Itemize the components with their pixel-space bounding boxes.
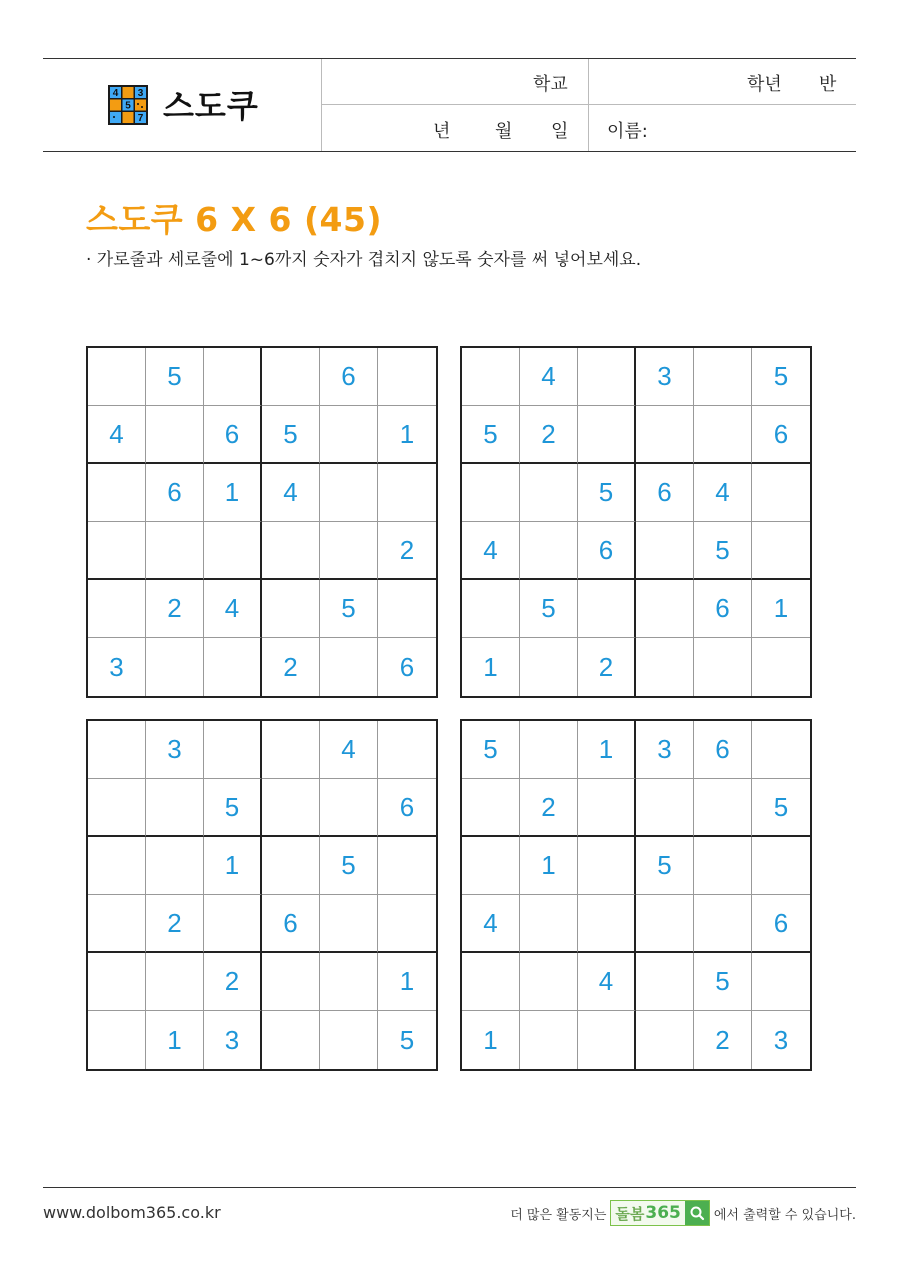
sudoku-cell[interactable]: 2 xyxy=(520,779,578,837)
sudoku-cell[interactable] xyxy=(636,953,694,1011)
sudoku-cell[interactable]: 2 xyxy=(578,638,636,696)
sudoku-cell[interactable]: 5 xyxy=(399,1024,415,1055)
sudoku-cell[interactable] xyxy=(752,638,810,696)
sudoku-cell[interactable]: 2 xyxy=(378,522,436,580)
sudoku-cell[interactable] xyxy=(694,837,752,895)
sudoku-cell[interactable]: 5 xyxy=(578,464,636,522)
sudoku-cell[interactable] xyxy=(262,1011,320,1069)
svg-text:4: 4 xyxy=(112,88,119,99)
school-label: 학교 xyxy=(533,74,568,95)
sudoku-cell[interactable]: 4 xyxy=(204,580,262,638)
sudoku-cell[interactable] xyxy=(752,721,810,779)
instructions: · 가로줄과 세로줄에 1~6까지 숫자가 겹치지 않도록 숫자를 써 넣어보세요. xyxy=(86,250,642,270)
promo-text-before: 더 많은 활동지는 xyxy=(510,1207,607,1223)
sudoku-cell[interactable] xyxy=(462,464,520,522)
sudoku-cell[interactable] xyxy=(88,580,146,638)
sudoku-cell[interactable]: 5 xyxy=(636,837,694,895)
sudoku-cell[interactable] xyxy=(520,638,578,696)
sudoku-cell[interactable]: 1 xyxy=(204,837,262,895)
sudoku-logo-icon xyxy=(108,85,148,125)
sudoku-cell[interactable] xyxy=(578,1011,636,1069)
sudoku-cell[interactable] xyxy=(262,779,320,837)
grade-label: 학년 xyxy=(747,74,782,95)
name-label: 이름: xyxy=(607,121,648,142)
sudoku-cell[interactable] xyxy=(462,953,520,1011)
sudoku-cell[interactable]: 6 xyxy=(636,464,694,522)
sudoku-cell[interactable] xyxy=(320,406,378,464)
header-column-divider xyxy=(588,59,589,151)
sudoku-cell[interactable] xyxy=(320,1011,378,1069)
sudoku-cell[interactable] xyxy=(694,406,752,464)
sudoku-cell[interactable] xyxy=(462,779,520,837)
day-label: 일 xyxy=(551,121,569,142)
sudoku-cell[interactable]: 1 xyxy=(378,406,436,464)
sudoku-cell[interactable] xyxy=(262,580,320,638)
sudoku-cell[interactable]: 1 xyxy=(520,837,578,895)
sudoku-cell[interactable]: 5 xyxy=(262,406,320,464)
sudoku-cell[interactable]: 2 xyxy=(262,638,320,696)
brand-badge[interactable] xyxy=(610,1200,709,1226)
sudoku-grid-4 xyxy=(460,719,812,1071)
sudoku-grid-3 xyxy=(86,719,438,1071)
sudoku-cell[interactable] xyxy=(146,638,204,696)
sudoku-cell[interactable]: 6 xyxy=(752,406,810,464)
sudoku-cell[interactable] xyxy=(320,522,378,580)
sudoku-cell[interactable]: 1 xyxy=(204,464,262,522)
worksheet-header xyxy=(43,58,856,152)
sudoku-cell[interactable] xyxy=(320,464,378,522)
sudoku-cell[interactable]: 3 xyxy=(773,1024,789,1055)
sudoku-cell[interactable] xyxy=(378,837,436,895)
sudoku-cell[interactable]: 5 xyxy=(320,837,378,895)
sudoku-cell[interactable] xyxy=(752,953,810,1011)
sudoku-cell[interactable]: 3 xyxy=(636,721,694,779)
sudoku-cell[interactable]: 5 xyxy=(462,721,520,779)
sudoku-cell[interactable]: 3 xyxy=(204,1011,262,1069)
brand-number: 365 xyxy=(645,1203,681,1223)
sudoku-cell[interactable]: 6 xyxy=(146,464,204,522)
svg-text:7: 7 xyxy=(137,113,144,124)
sudoku-cell[interactable]: 2 xyxy=(694,1011,752,1069)
year-label: 년 xyxy=(433,121,451,142)
page-title: 스도쿠 6 X 6 (45) xyxy=(86,200,383,239)
sudoku-cell[interactable] xyxy=(320,638,378,696)
sudoku-cell[interactable] xyxy=(146,953,204,1011)
sudoku-cell[interactable] xyxy=(88,522,146,580)
footer-divider xyxy=(43,1187,856,1188)
sudoku-cell[interactable] xyxy=(636,406,694,464)
sudoku-cell[interactable] xyxy=(578,779,636,837)
sudoku-cell[interactable] xyxy=(752,522,810,580)
sudoku-cell[interactable]: 4 xyxy=(462,522,520,580)
sudoku-cell[interactable] xyxy=(262,837,320,895)
sudoku-cell[interactable] xyxy=(204,895,262,953)
logo-area xyxy=(43,59,322,151)
sudoku-cell[interactable]: 4 xyxy=(262,464,320,522)
sudoku-cell[interactable] xyxy=(204,638,262,696)
sudoku-cell[interactable] xyxy=(578,580,636,638)
sudoku-cell[interactable] xyxy=(262,721,320,779)
sudoku-cell[interactable] xyxy=(204,522,262,580)
svg-text:3: 3 xyxy=(137,88,144,99)
sudoku-cell[interactable] xyxy=(520,464,578,522)
sudoku-cell[interactable] xyxy=(636,895,694,953)
sudoku-cell[interactable]: 2 xyxy=(146,580,204,638)
sudoku-cell[interactable]: 5 xyxy=(462,406,520,464)
sudoku-cell[interactable]: 2 xyxy=(520,406,578,464)
sudoku-cell[interactable]: 6 xyxy=(378,779,436,837)
site-url[interactable]: www.dolbom365.co.kr xyxy=(43,1203,221,1222)
sudoku-cell[interactable]: 3 xyxy=(88,638,146,696)
sudoku-cell[interactable] xyxy=(578,348,636,406)
sudoku-cell[interactable]: 4 xyxy=(88,406,146,464)
sudoku-cell[interactable]: 5 xyxy=(520,580,578,638)
sudoku-cell[interactable] xyxy=(378,580,436,638)
sudoku-cell[interactable]: 6 xyxy=(578,522,636,580)
sudoku-cell[interactable] xyxy=(636,522,694,580)
sudoku-cell[interactable] xyxy=(462,580,520,638)
sudoku-cell[interactable]: 6 xyxy=(752,895,810,953)
sudoku-cell[interactable]: 4 xyxy=(578,953,636,1011)
sudoku-cell[interactable] xyxy=(88,895,146,953)
sudoku-grid-1 xyxy=(86,346,438,698)
sudoku-cell[interactable]: 5 xyxy=(694,953,752,1011)
footer-promo xyxy=(510,1200,856,1226)
svg-text:5: 5 xyxy=(125,100,131,112)
sudoku-cell[interactable] xyxy=(88,348,146,406)
sudoku-cell[interactable] xyxy=(462,837,520,895)
sudoku-cell[interactable]: 3 xyxy=(636,348,694,406)
logo-text: 스도쿠 xyxy=(163,87,259,125)
sudoku-cell[interactable]: 5 xyxy=(146,348,204,406)
sudoku-cell[interactable] xyxy=(320,895,378,953)
sudoku-cell[interactable] xyxy=(378,895,436,953)
sudoku-cell[interactable] xyxy=(752,837,810,895)
promo-text-after: 에서 출력할 수 있습니다. xyxy=(713,1207,856,1223)
class-label: 반 xyxy=(819,74,837,95)
sudoku-cell[interactable] xyxy=(88,953,146,1011)
sudoku-cell[interactable] xyxy=(146,779,204,837)
sudoku-cell[interactable]: 5 xyxy=(320,580,378,638)
sudoku-cell[interactable]: 5 xyxy=(204,779,262,837)
sudoku-cell[interactable] xyxy=(146,837,204,895)
sudoku-cell[interactable] xyxy=(262,522,320,580)
sudoku-cell[interactable] xyxy=(204,721,262,779)
sudoku-cell[interactable] xyxy=(636,779,694,837)
sudoku-grid-2 xyxy=(460,346,812,698)
sudoku-cell[interactable] xyxy=(694,779,752,837)
search-icon xyxy=(685,1201,709,1225)
sudoku-cell[interactable] xyxy=(378,721,436,779)
sudoku-cell[interactable]: 1 xyxy=(146,1011,204,1069)
month-label: 월 xyxy=(495,121,513,142)
sudoku-cell[interactable]: 2 xyxy=(204,953,262,1011)
sudoku-cell[interactable] xyxy=(520,721,578,779)
sudoku-cell[interactable]: 1 xyxy=(462,1011,520,1069)
sudoku-cell[interactable] xyxy=(320,953,378,1011)
sudoku-cell[interactable]: 3 xyxy=(146,721,204,779)
brand-name: 돌봄 xyxy=(615,1204,645,1223)
sudoku-cell[interactable] xyxy=(378,464,436,522)
sudoku-cell[interactable] xyxy=(520,895,578,953)
sudoku-cell[interactable]: 6 xyxy=(694,580,752,638)
sudoku-cell[interactable] xyxy=(636,1011,694,1069)
sudoku-cell[interactable]: 4 xyxy=(694,464,752,522)
sudoku-cell[interactable] xyxy=(378,348,436,406)
sudoku-cell[interactable]: 6 xyxy=(320,348,378,406)
sudoku-cell[interactable]: 5 xyxy=(752,348,810,406)
sudoku-cell[interactable] xyxy=(262,953,320,1011)
sudoku-cell[interactable] xyxy=(578,406,636,464)
sudoku-cell[interactable] xyxy=(694,638,752,696)
sudoku-cell[interactable]: 6 xyxy=(399,651,415,682)
sudoku-cell[interactable] xyxy=(204,348,262,406)
sudoku-cell[interactable] xyxy=(694,348,752,406)
sudoku-cell[interactable]: 1 xyxy=(752,580,810,638)
sudoku-cell[interactable] xyxy=(520,953,578,1011)
sudoku-cell[interactable]: 2 xyxy=(146,895,204,953)
sudoku-cell[interactable]: 4 xyxy=(320,721,378,779)
sudoku-cell[interactable] xyxy=(262,348,320,406)
sudoku-cell[interactable] xyxy=(578,895,636,953)
sudoku-cell[interactable]: 6 xyxy=(204,406,262,464)
sudoku-cell[interactable] xyxy=(88,721,146,779)
sudoku-cell[interactable] xyxy=(88,1011,146,1069)
sudoku-cell[interactable] xyxy=(752,464,810,522)
sudoku-cell[interactable] xyxy=(636,580,694,638)
sudoku-cell[interactable]: 4 xyxy=(520,348,578,406)
sudoku-cell[interactable] xyxy=(146,406,204,464)
sudoku-cell[interactable] xyxy=(462,348,520,406)
sudoku-cell[interactable] xyxy=(88,837,146,895)
sudoku-cell[interactable] xyxy=(146,522,204,580)
sudoku-cell[interactable] xyxy=(636,638,694,696)
sudoku-cell[interactable] xyxy=(694,895,752,953)
sudoku-cell[interactable] xyxy=(88,779,146,837)
sudoku-cell[interactable]: 1 xyxy=(578,721,636,779)
sudoku-cell[interactable]: 1 xyxy=(378,953,436,1011)
sudoku-cell[interactable]: 4 xyxy=(462,895,520,953)
sudoku-cell[interactable]: 1 xyxy=(462,638,520,696)
sudoku-cell[interactable] xyxy=(520,522,578,580)
sudoku-cell[interactable] xyxy=(320,779,378,837)
sudoku-cell[interactable] xyxy=(520,1011,578,1069)
sudoku-cell[interactable]: 6 xyxy=(694,721,752,779)
sudoku-cell[interactable] xyxy=(578,837,636,895)
sudoku-cell[interactable]: 5 xyxy=(752,779,810,837)
sudoku-cell[interactable]: 6 xyxy=(262,895,320,953)
sudoku-cell[interactable]: 5 xyxy=(694,522,752,580)
sudoku-cell[interactable] xyxy=(88,464,146,522)
header-row-divider xyxy=(322,104,856,105)
